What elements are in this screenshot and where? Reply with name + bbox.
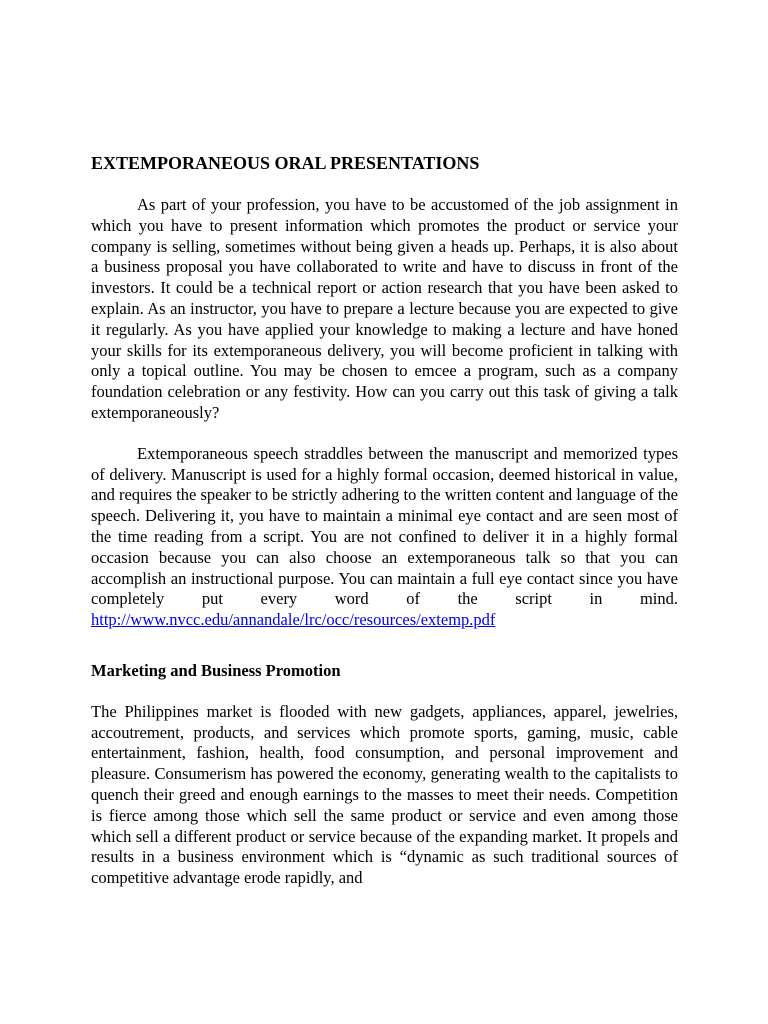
paragraph-philippines-market: The Philippines market is flooded with new gadgets, appliances, apparel, jewelries, accoutrement, products, and services which promote sports, gaming, music, cable entertainment, fashion, health, food consumption, and personal improvement and pleasure. Consumerism has powered the economy, generating wealth to the capitalists to quench their greed and enough earnings to the masses to meet their needs. Competition is fierce among those which sell the same product or service and even among those which sell a different product or service because of the expanding market. It propels and results in a business environment which is “dynamic as such traditional sources of competitive advantage erode rapidly, and — [91, 701, 678, 888]
paragraph-extemporaneous-text: Extemporaneous speech straddles between the manuscript and memorized types of delivery. Manuscript is used for a highly formal occasion, deemed historical in value, and requires the speaker to be strictly adhering to the written content and language of the speech. Delivering it, you have to maintain a minimal eye contact and are seen most of the time reading from a script. You are not confined to deliver it in a highly formal occasion because you can also choose an extemporaneous talk so that you can accomplish an instructional purpose. You can maintain a full eye contact since you have completely put every word of the script in mind. — [91, 443, 678, 609]
reference-link[interactable]: http://www.nvcc.edu/annandale/lrc/occ/resources/extemp.pdf — [91, 610, 496, 630]
document-body — [91, 151, 678, 889]
paragraph-profession: As part of your profession, you have to be accustomed of the job assignment in which you have to present information which promotes the product or service your company is selling, sometimes without being given a heads up. Perhaps, it is also about a business proposal you have collaborated to write and have to discuss in front of the investors. It could be a technical report or action research that you have been asked to explain. As an instructor, you have to prepare a lecture because you are expected to give it regularly. As you have applied your knowledge to making a lecture and have honed your skills for its extemporaneous delivery, you will become proficient in talking with only a topical outline. You may be chosen to emcee a program, such as a company foundation celebration or any festivity. How can you carry out this task of giving a talk extemporaneously? — [91, 195, 678, 422]
section-heading: Marketing and Business Promotion — [91, 660, 341, 680]
paragraph-extemporaneous-speech — [91, 444, 678, 631]
document-title: EXTEMPORANEOUS ORAL PRESENTATIONS — [91, 153, 480, 173]
